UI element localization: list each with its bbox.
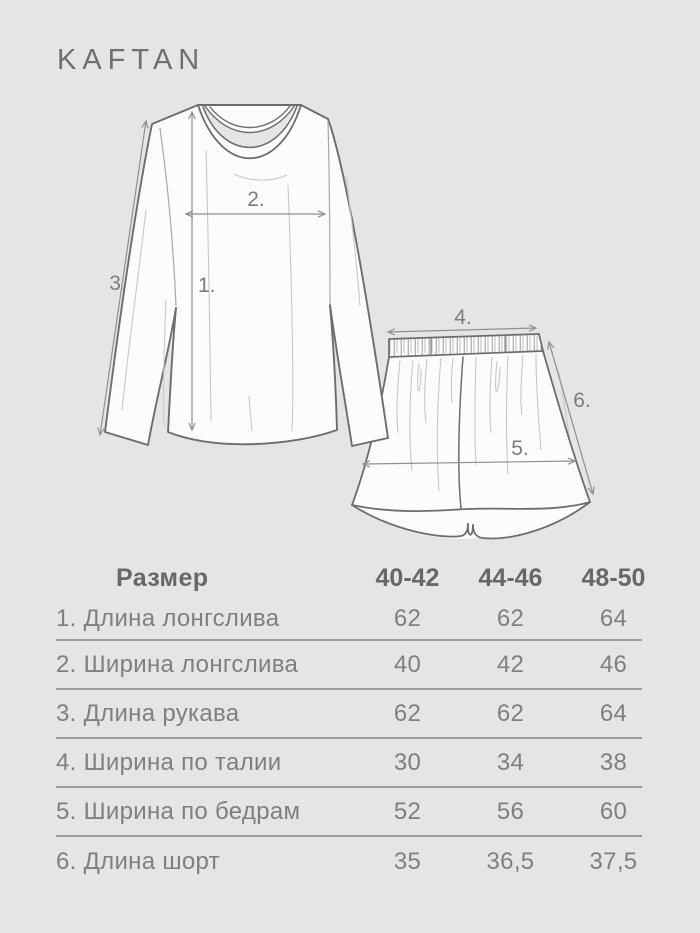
measure-label-4: 4.: [454, 306, 472, 329]
measure-label-3: 3.: [109, 272, 127, 295]
longsleeve-drawing: [105, 105, 388, 446]
longsleeve-body: [105, 105, 388, 446]
row-label: 2. Ширина лонгслива: [56, 650, 299, 678]
row-value: 46: [599, 650, 628, 678]
table-row: [56, 837, 642, 886]
table-row: [56, 739, 642, 788]
table-row: [56, 690, 642, 739]
row-value: 30: [393, 748, 422, 776]
measure-label-1: 1.: [198, 274, 216, 297]
row-value: 34: [496, 748, 525, 776]
size-table-header: [56, 558, 646, 598]
row-value: 42: [496, 650, 525, 678]
header-size-label: Размер: [116, 563, 209, 592]
measure-label-5: 5.: [511, 437, 529, 460]
row-value: 64: [599, 699, 628, 727]
row-value: 35: [393, 847, 422, 875]
table-row: [56, 641, 642, 690]
row-label: 3. Длина рукава: [56, 699, 240, 727]
row-value: 52: [393, 797, 422, 825]
row-label: 4. Ширина по талии: [56, 748, 282, 776]
row-value: 60: [599, 797, 628, 825]
row-label: 1. Длина лонгслива: [56, 604, 280, 632]
row-label: 5. Ширина по бедрам: [56, 797, 301, 825]
table-row: [56, 788, 642, 837]
row-value: 62: [393, 699, 422, 727]
brand-logo: KAFTAN: [57, 44, 206, 76]
row-value: 62: [393, 604, 422, 632]
size-table: [56, 558, 646, 886]
row-value: 37,5: [589, 847, 638, 875]
row-value: 62: [496, 699, 525, 727]
row-value: 56: [496, 797, 525, 825]
measure-label-2: 2.: [247, 188, 265, 211]
header-size-48-50: 48-50: [581, 563, 646, 592]
row-value: 38: [599, 748, 628, 776]
row-value: 40: [393, 650, 422, 678]
row-value: 36,5: [486, 847, 535, 875]
row-label: 6. Длина шорт: [56, 847, 220, 875]
table-row: [56, 598, 642, 641]
row-value: 62: [496, 604, 525, 632]
row-value: 64: [599, 604, 628, 632]
header-size-44-46: 44-46: [478, 563, 543, 592]
header-size-40-42: 40-42: [375, 563, 440, 592]
measure-label-6: 6.: [573, 389, 591, 412]
